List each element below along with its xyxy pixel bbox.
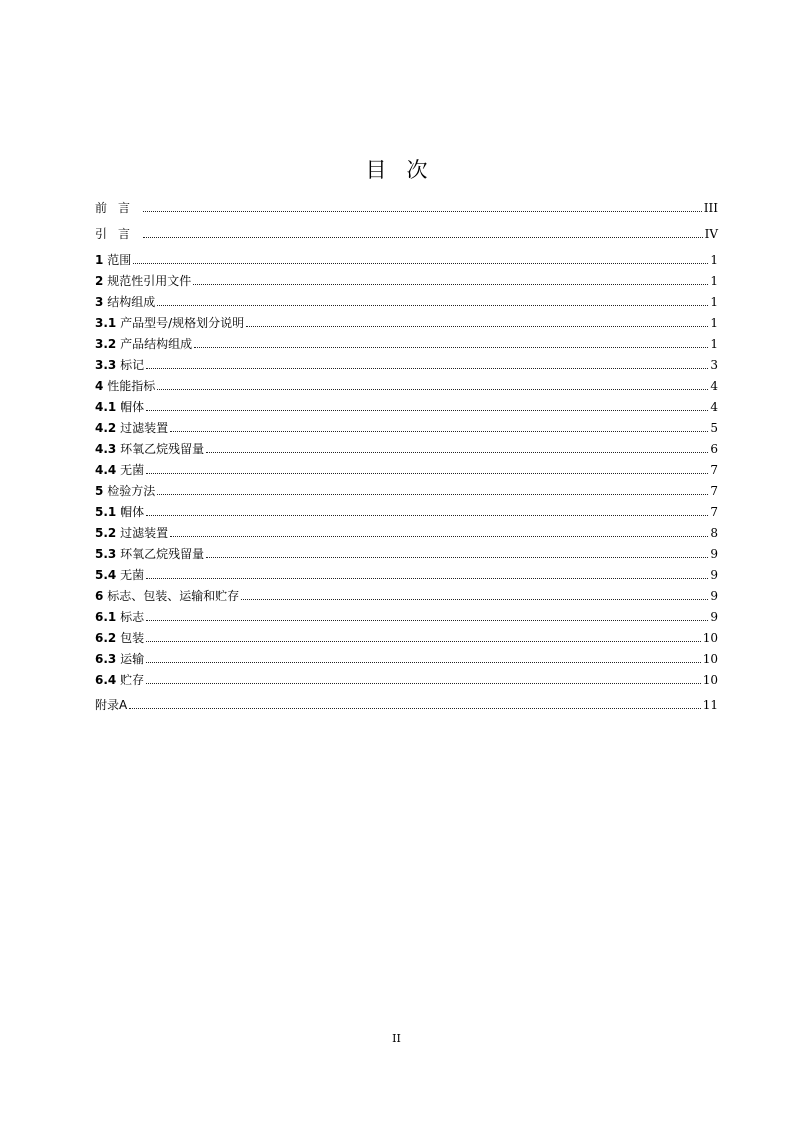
toc-leader-dots <box>133 262 708 264</box>
toc-entry[interactable] <box>95 437 718 457</box>
toc-leader-dots <box>146 619 708 621</box>
toc-entry-text: 帽体 <box>120 400 145 414</box>
toc-entry-page: 8 <box>710 526 718 540</box>
toc-entry[interactable] <box>95 290 718 310</box>
toc-entry-number: 3.3 <box>95 358 117 372</box>
toc-entry[interactable] <box>95 458 718 478</box>
toc-entry-page: 1 <box>710 316 718 330</box>
toc-entry-text: 产品型号/规格划分说明 <box>120 316 245 330</box>
toc-entry-text: 运输 <box>120 652 145 666</box>
toc-entry-page: 9 <box>710 610 718 624</box>
toc-entry-number: 3 <box>95 295 104 309</box>
toc-entry-label <box>95 294 156 310</box>
toc-entry-label <box>95 252 132 268</box>
toc-entry-text: 标志、包装、运输和贮存 <box>107 589 240 603</box>
toc-leader-dots <box>146 577 708 579</box>
toc-entry[interactable] <box>95 584 718 604</box>
toc-entry-page: 4 <box>710 400 718 414</box>
toc-leader-dots <box>146 367 708 369</box>
toc-leader-dots <box>157 388 708 390</box>
toc-entry[interactable] <box>95 693 718 713</box>
toc-entry-page: IV <box>704 227 718 241</box>
toc-entry-label <box>95 336 193 352</box>
title-char-2: 次 <box>406 158 428 182</box>
toc-entry-text: 规范性引用文件 <box>107 274 192 288</box>
toc-leader-dots <box>170 430 708 432</box>
toc-entry-number: 1 <box>95 253 104 267</box>
toc-entry-page: 7 <box>710 505 718 519</box>
toc-entry[interactable] <box>95 647 718 667</box>
toc-entry[interactable] <box>95 395 718 415</box>
toc-entry[interactable] <box>95 668 718 688</box>
toc-leader-dots <box>206 451 708 453</box>
toc-entry-text: 标志 <box>120 610 145 624</box>
toc-leader-dots <box>157 493 708 495</box>
toc-leader-dots <box>206 556 708 558</box>
toc-entry-number: 5.2 <box>95 526 117 540</box>
toc-entry-text: 性能指标 <box>107 379 156 393</box>
toc-entry-page: 6 <box>710 442 718 456</box>
toc-entry-number: 6.3 <box>95 652 117 666</box>
toc-entry-label <box>95 357 145 373</box>
toc-entry-label <box>95 378 156 394</box>
toc-entry-page: 1 <box>710 274 718 288</box>
toc-leader-dots <box>146 661 701 663</box>
toc-entry-text: 环氧乙烷残留量 <box>120 547 205 561</box>
toc-entry-label <box>95 546 205 562</box>
toc-entry[interactable] <box>95 542 718 562</box>
toc-entry-label <box>95 273 192 289</box>
toc-entry-text: 无菌 <box>120 568 145 582</box>
toc-entry-number: 5.3 <box>95 547 117 561</box>
toc-entry-page: 5 <box>710 421 718 435</box>
toc-entry-label <box>95 588 240 604</box>
toc-entry-label <box>95 697 128 713</box>
page-title <box>0 156 793 184</box>
toc-entry[interactable] <box>95 521 718 541</box>
toc-entry-number: 5.1 <box>95 505 117 519</box>
toc-leader-dots <box>146 640 701 642</box>
toc-entry-label <box>95 420 169 436</box>
toc-entry-label <box>95 483 156 499</box>
toc-leader-dots <box>241 598 708 600</box>
toc-entry-number: 4.3 <box>95 442 117 456</box>
toc-entry-page: 1 <box>710 295 718 309</box>
toc-entry-number: 6.2 <box>95 631 117 645</box>
toc-entry-text: 过滤装置 <box>120 526 169 540</box>
toc-entry-text: 引言 <box>95 227 142 241</box>
toc-entry-text: 帽体 <box>120 505 145 519</box>
page-number-footer: II <box>392 1032 401 1045</box>
toc-entry-label <box>95 651 145 667</box>
toc-entry-label <box>95 567 145 583</box>
toc-entry-number: 3.1 <box>95 316 117 330</box>
toc-entry-page: 1 <box>710 337 718 351</box>
toc-entry-number: 5.4 <box>95 568 117 582</box>
toc-entry-number: 4.1 <box>95 400 117 414</box>
toc-entry-page: 10 <box>702 652 718 666</box>
toc-entry[interactable] <box>95 269 718 289</box>
toc-entry-text: 附录A <box>95 698 128 712</box>
toc-entry-page: 10 <box>702 673 718 687</box>
toc-leader-dots <box>146 472 708 474</box>
toc-entry[interactable] <box>95 626 718 646</box>
toc-entry-label <box>95 609 145 625</box>
toc-leader-dots <box>146 682 701 684</box>
toc-leader-dots <box>146 514 708 516</box>
toc-entry[interactable] <box>95 374 718 394</box>
toc-entry-text: 范围 <box>107 253 132 267</box>
toc-entry-label <box>95 441 205 457</box>
toc-entry-label <box>95 399 145 415</box>
toc-leader-dots <box>157 304 708 306</box>
toc-entry-label <box>95 315 245 331</box>
toc-entry[interactable] <box>95 196 718 216</box>
toc-entry[interactable] <box>95 332 718 352</box>
toc-entry-page: 11 <box>702 698 718 712</box>
toc-entry-label <box>95 630 145 646</box>
toc-leader-dots <box>129 707 701 709</box>
toc-entry-number: 3.2 <box>95 337 117 351</box>
toc-entry-text: 前言 <box>95 201 142 215</box>
toc-entry-number: 6.4 <box>95 673 117 687</box>
toc-entry[interactable] <box>95 605 718 625</box>
toc-entry-label <box>95 504 145 520</box>
toc-entry-page: 9 <box>710 547 718 561</box>
toc-leader-dots <box>194 346 708 348</box>
toc-entry-text: 检验方法 <box>107 484 156 498</box>
toc-entry-text: 标记 <box>120 358 145 372</box>
toc-entry-number: 4.4 <box>95 463 117 477</box>
toc-leader-dots <box>246 325 708 327</box>
toc-entry-page: 9 <box>710 589 718 603</box>
toc-entry-page: 4 <box>710 379 718 393</box>
toc-entry-page: 10 <box>702 631 718 645</box>
toc-entry-text: 贮存 <box>120 673 145 687</box>
toc-entry-label <box>95 226 142 242</box>
toc-entry-number: 4 <box>95 379 104 393</box>
toc-leader-dots <box>170 535 708 537</box>
toc-entry-page: 7 <box>710 484 718 498</box>
toc-entry-label <box>95 672 145 688</box>
toc-entry-text: 环氧乙烷残留量 <box>120 442 205 456</box>
toc-leader-dots <box>143 236 703 238</box>
toc-entry-label <box>95 200 142 216</box>
toc-entry-label <box>95 525 169 541</box>
toc-entry-number: 4.2 <box>95 421 117 435</box>
toc-entry-page: 3 <box>710 358 718 372</box>
toc-entry-text: 过滤装置 <box>120 421 169 435</box>
toc-entry-page: 1 <box>710 253 718 267</box>
title-char-1: 目 <box>365 158 387 182</box>
toc-entry-page: 7 <box>710 463 718 477</box>
toc-entry[interactable] <box>95 222 718 242</box>
toc-entry-page: 9 <box>710 568 718 582</box>
toc-entry[interactable] <box>95 563 718 583</box>
toc-entry-page: III <box>703 201 718 215</box>
toc-entry-number: 6.1 <box>95 610 117 624</box>
toc-entry-text: 无菌 <box>120 463 145 477</box>
toc-entry-text: 结构组成 <box>107 295 156 309</box>
toc-entry-number: 2 <box>95 274 104 288</box>
toc-entry[interactable] <box>95 353 718 373</box>
toc-entry[interactable] <box>95 500 718 520</box>
toc-entry[interactable] <box>95 479 718 499</box>
toc-entry[interactable] <box>95 311 718 331</box>
toc-entry-text: 包装 <box>120 631 145 645</box>
toc-leader-dots <box>146 409 708 411</box>
toc-entry[interactable] <box>95 248 718 268</box>
toc-entry-text: 产品结构组成 <box>120 337 193 351</box>
toc-leader-dots <box>143 210 702 212</box>
toc-entry[interactable] <box>95 416 718 436</box>
toc-leader-dots <box>193 283 708 285</box>
toc-entry-number: 6 <box>95 589 104 603</box>
toc-entry-number: 5 <box>95 484 104 498</box>
toc-entry-label <box>95 462 145 478</box>
